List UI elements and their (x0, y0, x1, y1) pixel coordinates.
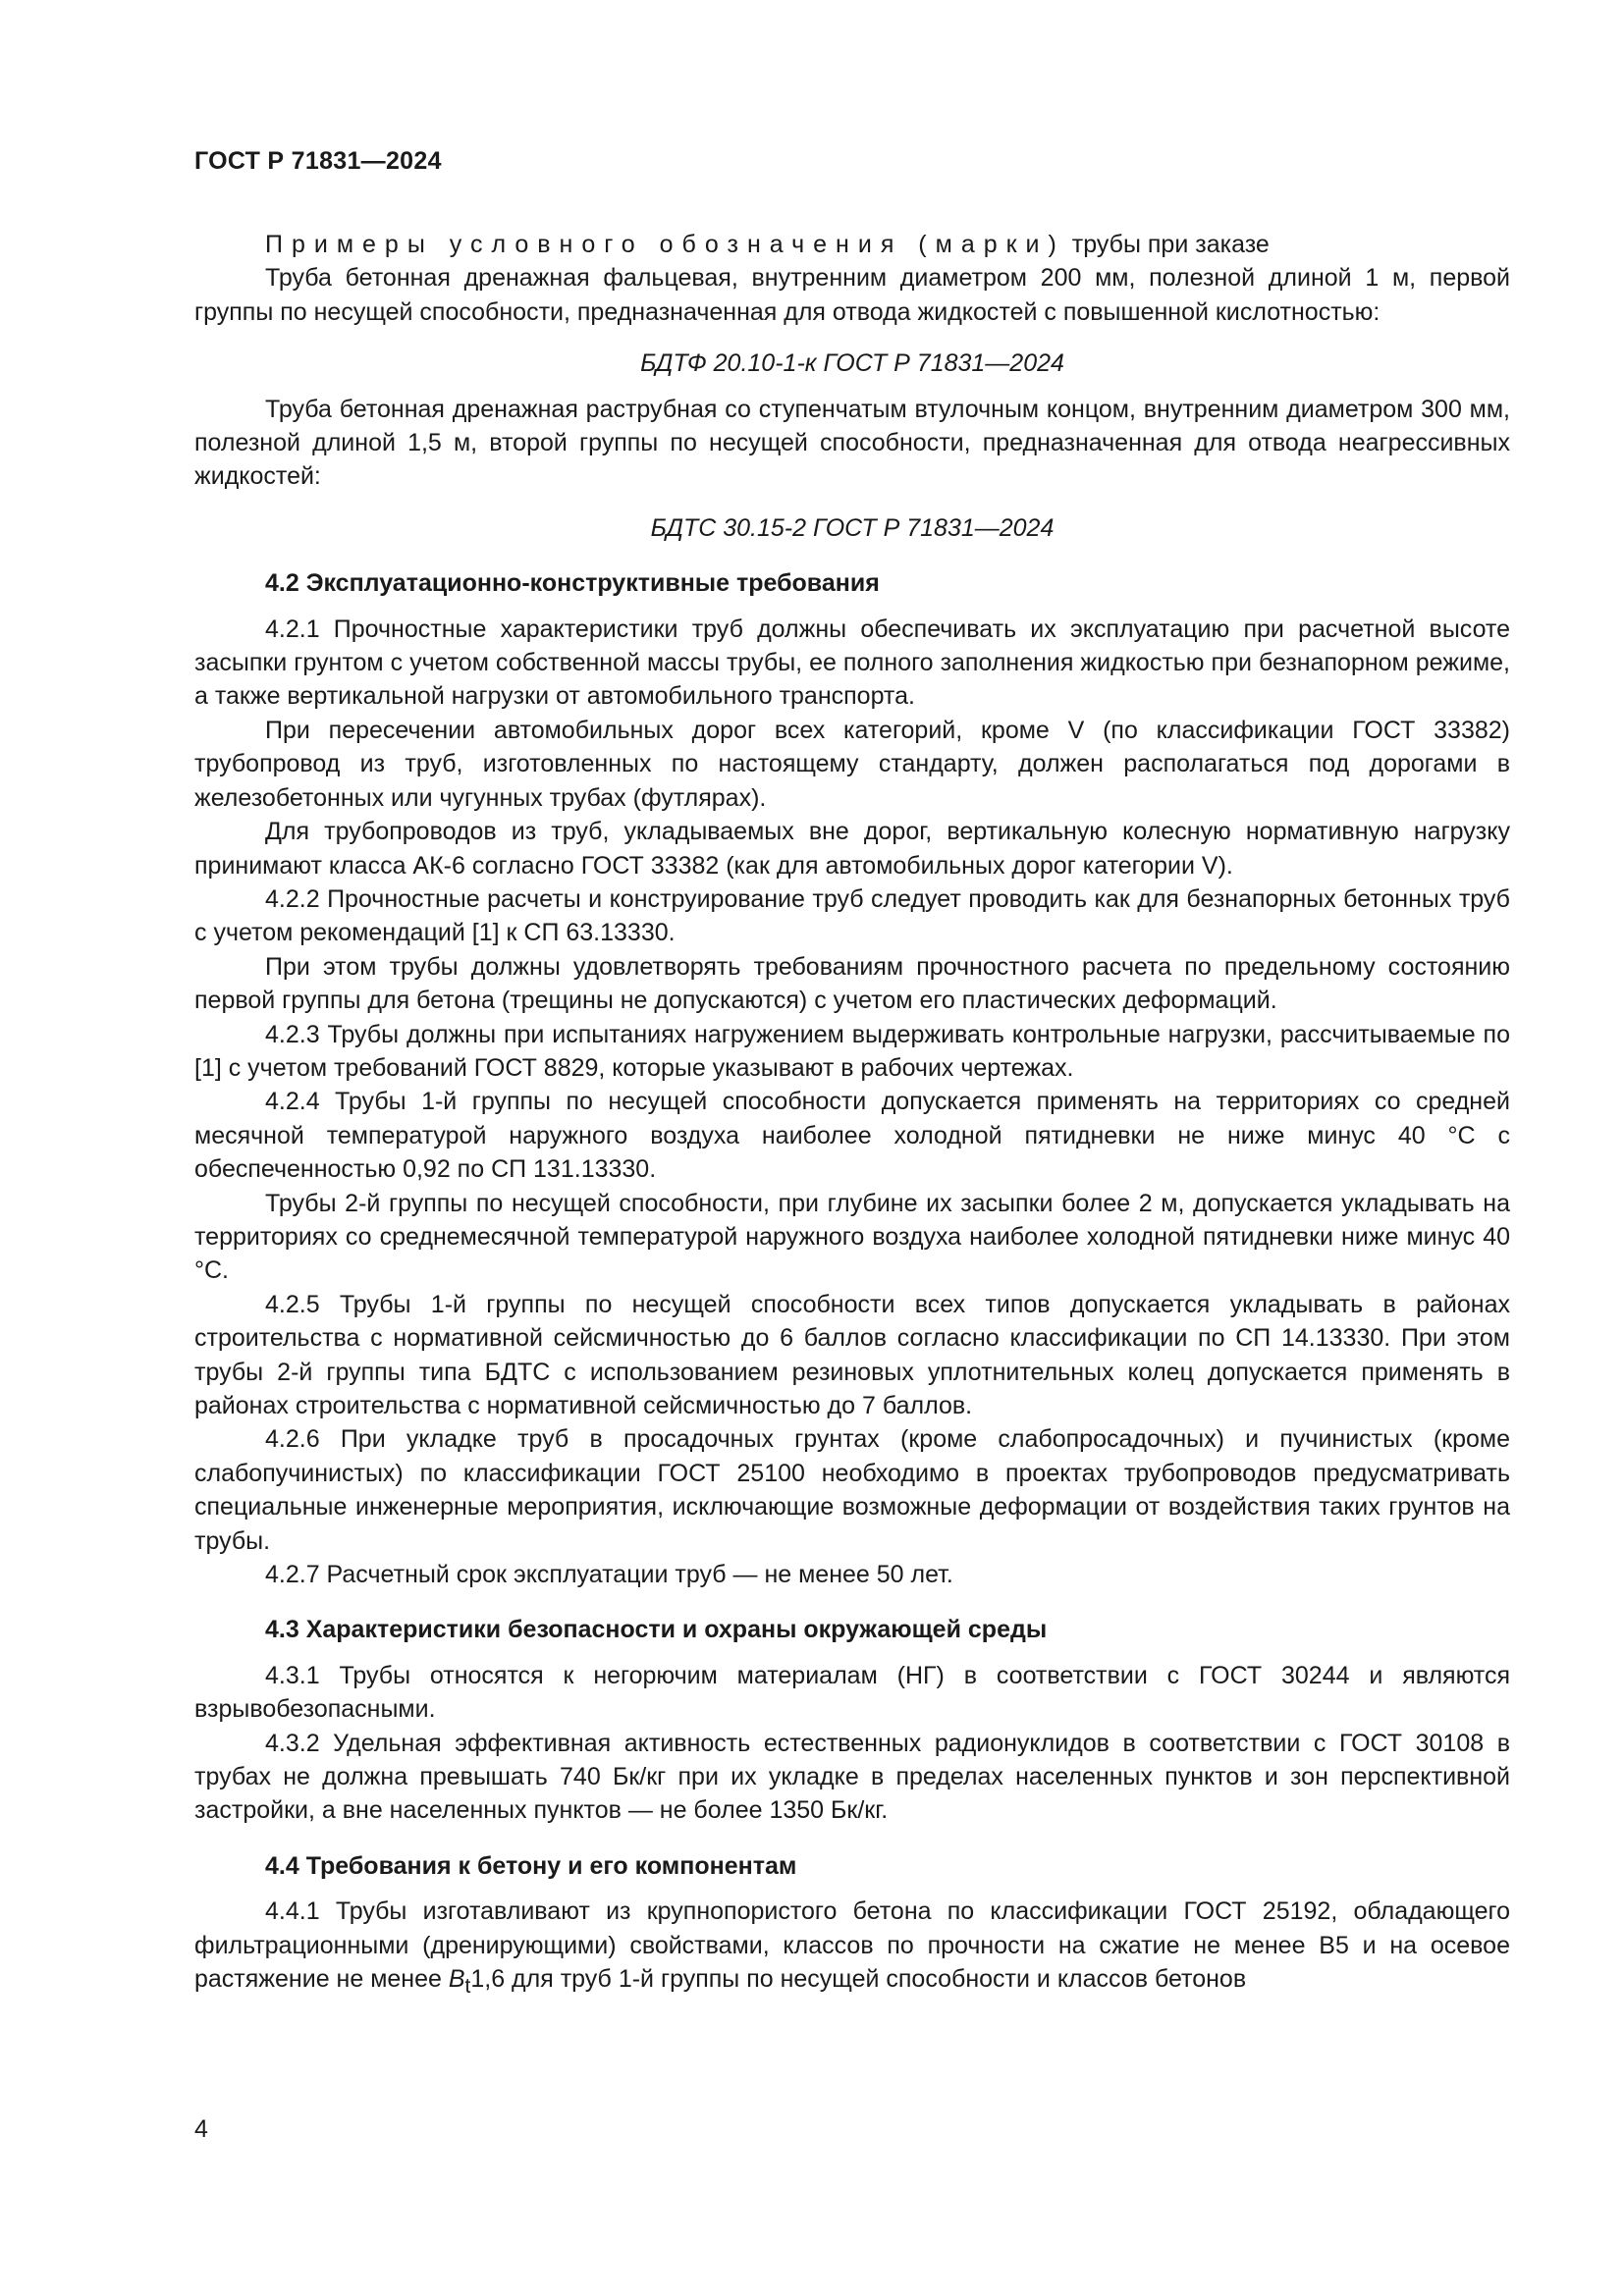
section-4-3-heading: 4.3 Характеристики безопасности и охраны окружающей среды (265, 1616, 1048, 1644)
paragraph-4-2-4: 4.2.4 Трубы 1-й группы по несущей способности допускается применять на территориях со средней месячной температурой наружного воздуха наиболее холодной пятидневки не ниже минус 40 °С с обеспеченностью 0,92 по СП 131.13330. (194, 1088, 1510, 1184)
paragraph-4-2-4-group2: Трубы 2-й группы по несущей способности, при глубине их засыпки более 2 м, допускается укладывать на территориях со среднемесячной температурой наружного воздуха наиболее холодной пятидневки ниже минус 40 °С. (194, 1189, 1510, 1285)
paragraph-4-3-1: 4.3.1 Трубы относятся к негорючим материалам (НГ) в соответствии с ГОСТ 30244 и являются взрывобезопасными. (194, 1661, 1510, 1724)
document-header: ГОСТ Р 71831—2024 (194, 147, 442, 175)
example-2-code: БДТС 30.15-2 ГОСТ Р 71831—2024 (650, 513, 1055, 542)
paragraph-4-2-7: 4.2.7 Расчетный срок эксплуатации труб — не менее 50 лет. (265, 1561, 953, 1589)
page-number: 4 (194, 2115, 208, 2143)
paragraph-4-4-1-end: 1,6 для труб 1-й группы по несущей способности и классов бетонов (470, 1965, 1247, 1994)
tensile-class-subscript: t (464, 1975, 471, 1999)
paragraph-4-2-1: 4.2.1 Прочностные характеристики труб должны обеспечивать их эксплуатацию при расчетной высоте засыпки грунтом с учетом собственной массы трубы, ее полного заполнения жидкостью при безнапорном режиме, а также вертикальной нагрузки от автомобильного транспорта. (194, 614, 1510, 711)
paragraph-4-2-6: 4.2.6 При укладке труб в просадочных грунтах (кроме слабопросадочных) и пучинистых (кроме слабопучинистых) по классификации ГОСТ 25100 необходимо в проектах трубопроводов предусматривать специальные инженерные мероприятия, исключающие возможные деформации от воздействия таких грунтов на трубы. (194, 1425, 1510, 1555)
section-4-2-heading: 4.2 Эксплуатационно-конструктивные требования (265, 569, 880, 598)
examples-label-spaced: Примеры условного обозначения (марки) (265, 231, 1065, 258)
examples-label-rest: трубы при заказе (1064, 231, 1270, 258)
section-4-4-heading: 4.4 Требования к бетону и его компонентам (265, 1851, 797, 1880)
example-1-text: Труба бетонная дренажная фальцевая, внутренним диаметром 200 мм, полезной длиной 1 м, первой группы по несущей способности, предназначенная для отвода жидкостей с повышенной кислотностью: (194, 264, 1510, 326)
paragraph-4-2-5: 4.2.5 Трубы 1-й группы по несущей способности всех типов допускается укладывать в районах строительства с нормативной сейсмичностью до 6 баллов согласно классификации по СП 14.13330. При этом трубы 2-й группы типа БДТС с использованием резиновых уплотнительных колец допускается применять в районах строительства с нормативной сейсмичностью до 7 баллов. (194, 1290, 1510, 1419)
example-1-code: БДТФ 20.10-1-к ГОСТ Р 71831—2024 (640, 349, 1064, 378)
examples-label (194, 228, 1510, 261)
paragraph-4-2-2-limit: При этом трубы должны удовлетворять требованиям прочностного расчета по предельному состоянию первой группы для бетона (трещины не допускаются) с учетом его пластических деформаций. (194, 952, 1510, 1015)
paragraph-4-2-2: 4.2.2 Прочностные расчеты и конструирование труб следует проводить как для безнапорных бетонных труб с учетом рекомендаций [1] к СП 63.13330. (194, 884, 1510, 947)
document-body (194, 228, 1510, 2004)
paragraph-4-2-1-load: Для трубопроводов из труб, укладываемых вне дорог, вертикальную колесную нормативную нагрузку принимают класса АК-6 согласно ГОСТ 33382 (как для автомобильных дорог категории V). (194, 818, 1510, 880)
paragraph-4-4-1 (194, 1895, 1510, 2003)
paragraph-4-2-1-crossing: При пересечении автомобильных дорог всех категорий, кроме V (по классификации ГОСТ 33382) трубопровод из труб, изготовленных по настоящему стандарту, должен располагаться под дорогами в железобетонных или чугунных трубах (футлярах). (194, 716, 1510, 812)
tensile-class-symbol: B (448, 1965, 465, 1994)
example-2-text: Труба бетонная дренажная раструбная со ступенчатым втулочным концом, внутренним диаметром 300 мм, полезной длиной 1,5 м, второй группы по несущей способности, предназначенная для отвода неагрессивных жидкостей: (194, 395, 1510, 491)
paragraph-4-4-1-start: 4.4.1 Трубы изготавливают из крупнопористого бетона по классификации ГОСТ 25192, обладающего фильтрационными (дренирующими) свойствами, классов по прочности на сжатие не менее В5 и на осевое растяжение не менее (194, 1897, 1510, 1994)
paragraph-4-2-3: 4.2.3 Трубы должны при испытаниях нагружением выдерживать контрольные нагрузки, рассчитываемые по [1] с учетом требований ГОСТ 8829, которые указывают в рабочих чертежах. (194, 1020, 1510, 1082)
paragraph-4-3-2: 4.3.2 Удельная эффективная активность естественных радионуклидов в соответствии с ГОСТ 30108 в трубах не должна превышать 740 Бк/кг при их укладке в пределах населенных пунктов и зон перспективной застройки, а вне населенных пунктов — не более 1350 Бк/кг. (194, 1729, 1510, 1825)
